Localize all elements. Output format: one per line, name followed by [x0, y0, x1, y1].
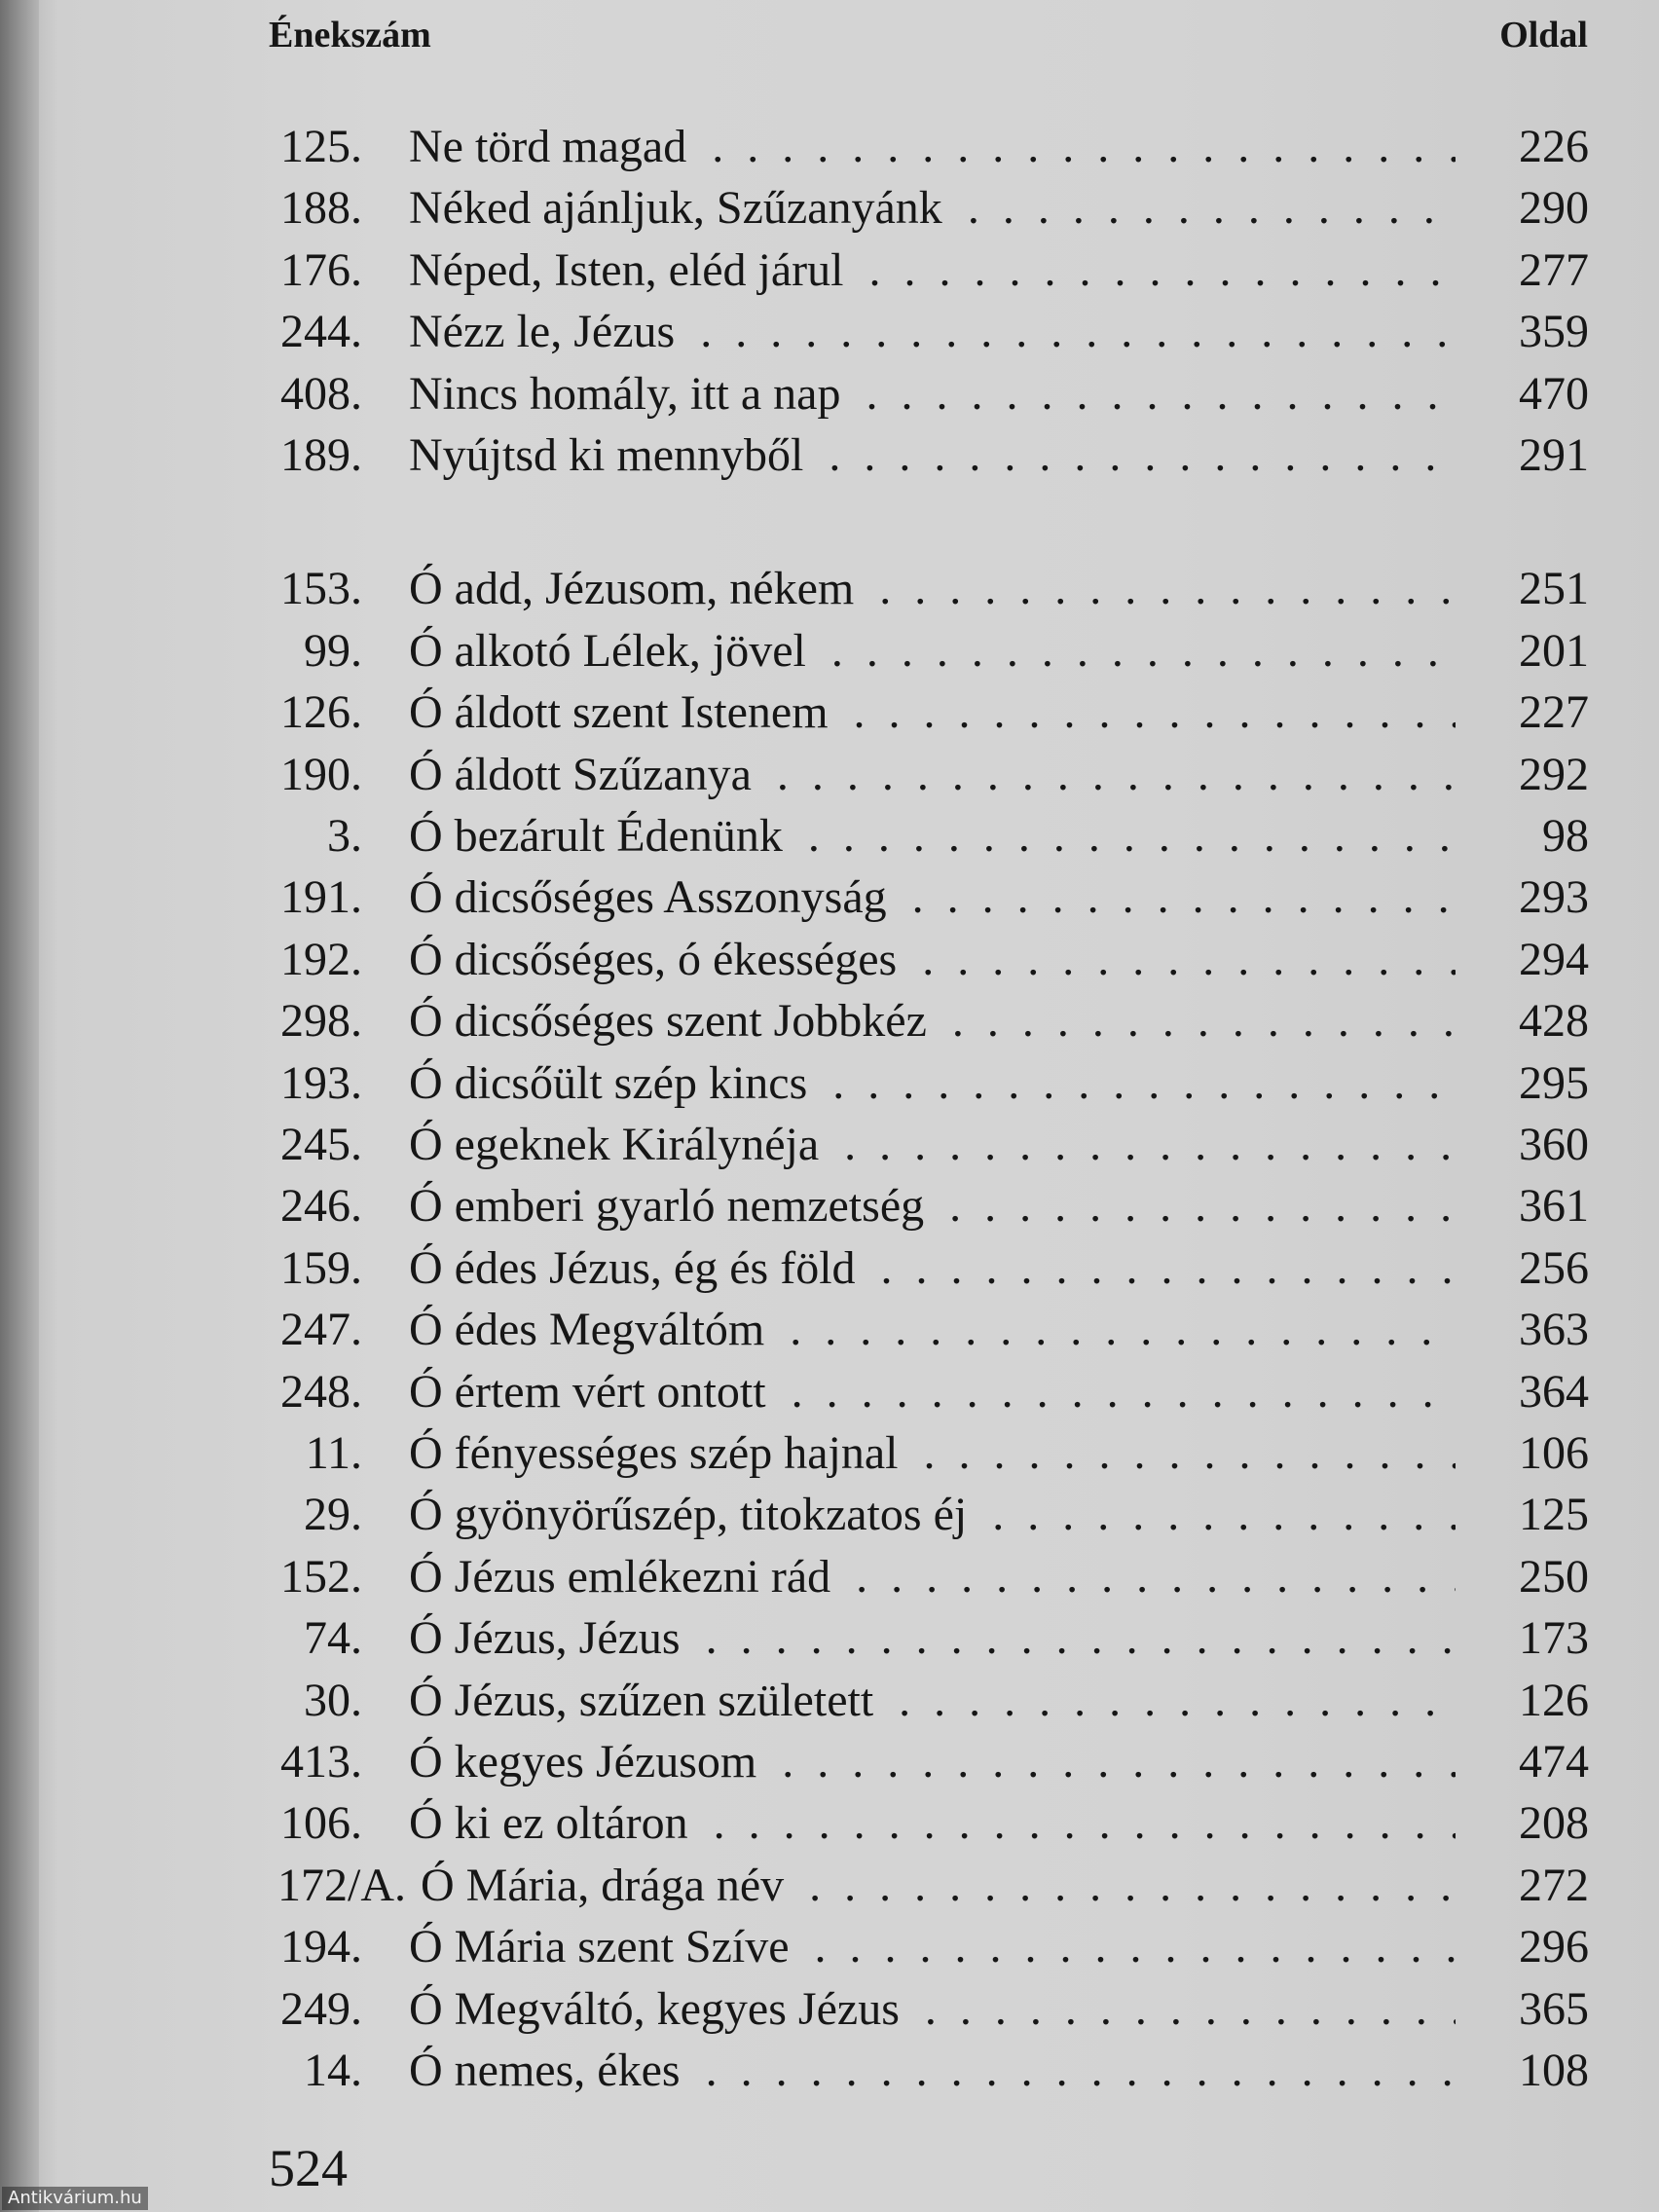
index-entry: [0, 1671, 1659, 1731]
song-title-text: Ó Jézus, Jézus: [409, 1612, 681, 1665]
song-number: 249.: [280, 1982, 362, 2035]
song-number: 192.: [280, 933, 362, 985]
song-title: [409, 1115, 1456, 1175]
song-title: [409, 1423, 1456, 1484]
index-entry: [0, 1238, 1659, 1299]
song-number: 247.: [280, 1304, 362, 1356]
song-title-text: Nyújtsd ki mennyből: [409, 429, 804, 481]
index-entry: [0, 867, 1659, 928]
song-title: [409, 178, 1456, 239]
song-title: [409, 682, 1456, 743]
song-title-text: Ó nemes, ékes: [409, 2045, 681, 2096]
song-number: 106.: [280, 1797, 362, 1850]
song-title: [409, 1485, 1456, 1545]
song-page-number: 296: [1519, 1921, 1589, 1973]
index-entry: [0, 1423, 1659, 1484]
song-page-number: 272: [1519, 1859, 1589, 1911]
song-number: 74.: [304, 1612, 362, 1665]
song-title-text: Ó fényességes szép hajnal: [409, 1427, 899, 1479]
index-entry: [0, 682, 1659, 743]
song-page-number: 208: [1519, 1797, 1589, 1850]
song-page-number: 250: [1519, 1550, 1589, 1603]
song-page-number: 474: [1519, 1736, 1589, 1788]
song-title-text: Ó édes Megváltóm: [409, 1304, 765, 1356]
song-number: 194.: [280, 1921, 362, 1973]
song-number: 413.: [280, 1736, 362, 1788]
song-title: [409, 559, 1456, 619]
index-entry: [0, 1856, 1659, 1916]
song-title: [409, 745, 1456, 805]
song-title: [409, 1053, 1456, 1114]
song-title: [409, 867, 1456, 928]
song-title-text: Ó dicsőséges, ó ékességes: [409, 933, 898, 985]
song-number: 30.: [304, 1674, 362, 1726]
song-page-number: 295: [1519, 1056, 1589, 1109]
song-title-text: Ó emberi gyarló nemzetség: [409, 1180, 925, 1233]
song-page-number: 470: [1519, 367, 1589, 420]
song-title-text: Ó egeknek Királynéja: [409, 1119, 820, 1170]
index-entry: [0, 364, 1659, 424]
song-page-number: 256: [1519, 1241, 1589, 1294]
song-title: [409, 1793, 1456, 1854]
song-title-text: Ó Megváltó, kegyes Jézus: [409, 1982, 900, 2035]
song-title-text: Ó add, Jézusom, nékem: [409, 563, 855, 615]
index-entry: [0, 1793, 1659, 1854]
song-title: [409, 1732, 1456, 1792]
song-title-text: Ó Jézus, szűzen született: [409, 1674, 874, 1726]
song-page-number: 360: [1519, 1119, 1589, 1170]
song-number: 125.: [280, 121, 362, 172]
index-entry: [0, 1053, 1659, 1114]
song-title: [409, 1300, 1456, 1360]
song-page-number: 227: [1519, 686, 1589, 739]
song-title: [409, 1362, 1456, 1422]
song-title: [409, 991, 1456, 1051]
index-entry: [0, 2041, 1659, 2101]
song-number: 126.: [280, 686, 362, 739]
song-title: [409, 1979, 1456, 2040]
song-title: [421, 1856, 1456, 1916]
song-page-number: 173: [1519, 1612, 1589, 1665]
index-entry: [0, 1979, 1659, 2040]
song-page-number: 125: [1519, 1489, 1589, 1541]
header-song-number-label: Énekszám: [269, 15, 431, 55]
song-page-number: 277: [1519, 243, 1589, 296]
song-page-number: 293: [1519, 871, 1589, 924]
song-title-text: Ó Jézus emlékezni rád: [409, 1550, 831, 1603]
song-title-text: Ó ki ez oltáron: [409, 1797, 688, 1850]
song-number: 244.: [280, 306, 362, 358]
song-title: [409, 302, 1456, 362]
index-entry: [0, 559, 1659, 619]
index-entry: [0, 621, 1659, 682]
index-entry: [0, 240, 1659, 301]
song-number: 245.: [280, 1119, 362, 1170]
song-page-number: 294: [1519, 933, 1589, 985]
index-entry: [0, 991, 1659, 1051]
song-number: 159.: [280, 1241, 362, 1294]
song-title: [409, 425, 1456, 486]
song-number: 14.: [304, 2045, 362, 2096]
watermark-logo: Antikvárium.hu: [2, 2187, 148, 2210]
song-title-text: Ó értem vért ontott: [409, 1365, 766, 1418]
song-page-number: 106: [1519, 1427, 1589, 1479]
song-title: [409, 1238, 1456, 1299]
song-title: [409, 1917, 1456, 1977]
song-number: 29.: [304, 1489, 362, 1541]
song-page-number: 363: [1519, 1304, 1589, 1356]
song-title: [409, 621, 1456, 682]
song-number: 190.: [280, 748, 362, 800]
song-page-number: 365: [1519, 1982, 1589, 2035]
index-header: [269, 8, 1588, 70]
song-number: 152.: [280, 1550, 362, 1603]
song-title-text: Ó Mária szent Szíve: [409, 1921, 790, 1973]
song-title-text: Ó áldott Szűzanya: [409, 748, 752, 800]
song-title-text: Néped, Isten, eléd járul: [409, 243, 844, 296]
song-number: 246.: [280, 1180, 362, 1233]
song-page-number: 251: [1519, 563, 1589, 615]
song-title: [409, 1608, 1456, 1669]
song-number: 408.: [280, 367, 362, 420]
song-title-text: Néked ajánljuk, Szűzanyánk: [409, 182, 942, 235]
song-title: [409, 930, 1456, 990]
index-entry: [0, 745, 1659, 805]
song-page-number: 292: [1519, 748, 1589, 800]
song-title-text: Ó dicsőült szép kincs: [409, 1056, 808, 1109]
song-title-text: Ó dicsőséges szent Jobbkéz: [409, 995, 927, 1048]
index-entry: [0, 930, 1659, 990]
song-number: 3.: [327, 810, 362, 862]
song-title-text: Ne törd magad: [409, 121, 687, 172]
song-title-text: Ó alkotó Lélek, jövel: [409, 624, 806, 677]
index-entry: [0, 425, 1659, 486]
song-number: 298.: [280, 995, 362, 1048]
song-title: [409, 364, 1456, 424]
song-number: 191.: [280, 871, 362, 924]
song-page-number: 98: [1542, 810, 1589, 862]
song-title: [409, 806, 1456, 866]
song-number: 176.: [280, 243, 362, 296]
index-entry: [0, 1485, 1659, 1545]
song-title: [409, 240, 1456, 301]
page-number: 524: [269, 2139, 348, 2197]
song-number: 188.: [280, 182, 362, 235]
index-entry: [0, 1608, 1659, 1669]
song-title-text: Ó Mária, drága név: [421, 1859, 785, 1911]
index-entry: [0, 1732, 1659, 1792]
song-page-number: 364: [1519, 1365, 1589, 1418]
song-page-number: 428: [1519, 995, 1589, 1048]
song-page-number: 201: [1519, 624, 1589, 677]
song-title-text: Ó gyönyörűszép, titokzatos éj: [409, 1489, 968, 1541]
index-entry: [0, 806, 1659, 866]
song-title: [409, 1671, 1456, 1731]
index-entry: [0, 1176, 1659, 1236]
song-number: 189.: [280, 429, 362, 481]
song-number: 99.: [304, 624, 362, 677]
song-title-text: Nincs homály, itt a nap: [409, 367, 841, 420]
index-entry: [0, 1917, 1659, 1977]
song-title-text: Ó áldott szent Istenem: [409, 686, 829, 739]
song-title: [409, 117, 1456, 177]
song-number: 193.: [280, 1056, 362, 1109]
song-title-text: Ó dicsőséges Asszonyság: [409, 871, 887, 924]
song-page-number: 359: [1519, 306, 1589, 358]
song-page-number: 291: [1519, 429, 1589, 481]
song-title: [409, 2041, 1456, 2101]
index-entry: [0, 1362, 1659, 1422]
song-page-number: 361: [1519, 1180, 1589, 1233]
song-title: [409, 1176, 1456, 1236]
index-entry: [0, 178, 1659, 239]
song-page-number: 290: [1519, 182, 1589, 235]
song-title: [409, 1547, 1456, 1607]
song-page-number: 226: [1519, 121, 1589, 172]
song-number: 248.: [280, 1365, 362, 1418]
song-title-text: Ó bezárult Édenünk: [409, 810, 783, 862]
song-number: 153.: [280, 563, 362, 615]
song-page-number: 126: [1519, 1674, 1589, 1726]
song-title-text: Ó édes Jézus, ég és föld: [409, 1241, 856, 1294]
header-page-label: Oldal: [1499, 15, 1588, 55]
song-title-text: Nézz le, Jézus: [409, 306, 676, 358]
song-number: 11.: [305, 1427, 362, 1479]
index-entry: [0, 1115, 1659, 1175]
song-title-text: Ó kegyes Jézusom: [409, 1736, 757, 1788]
song-page-number: 108: [1519, 2045, 1589, 2096]
song-number: 172/A.: [277, 1859, 406, 1911]
index-entry: [0, 117, 1659, 177]
index-entry: [0, 1300, 1659, 1360]
index-entry: [0, 1547, 1659, 1607]
index-entry: [0, 302, 1659, 362]
